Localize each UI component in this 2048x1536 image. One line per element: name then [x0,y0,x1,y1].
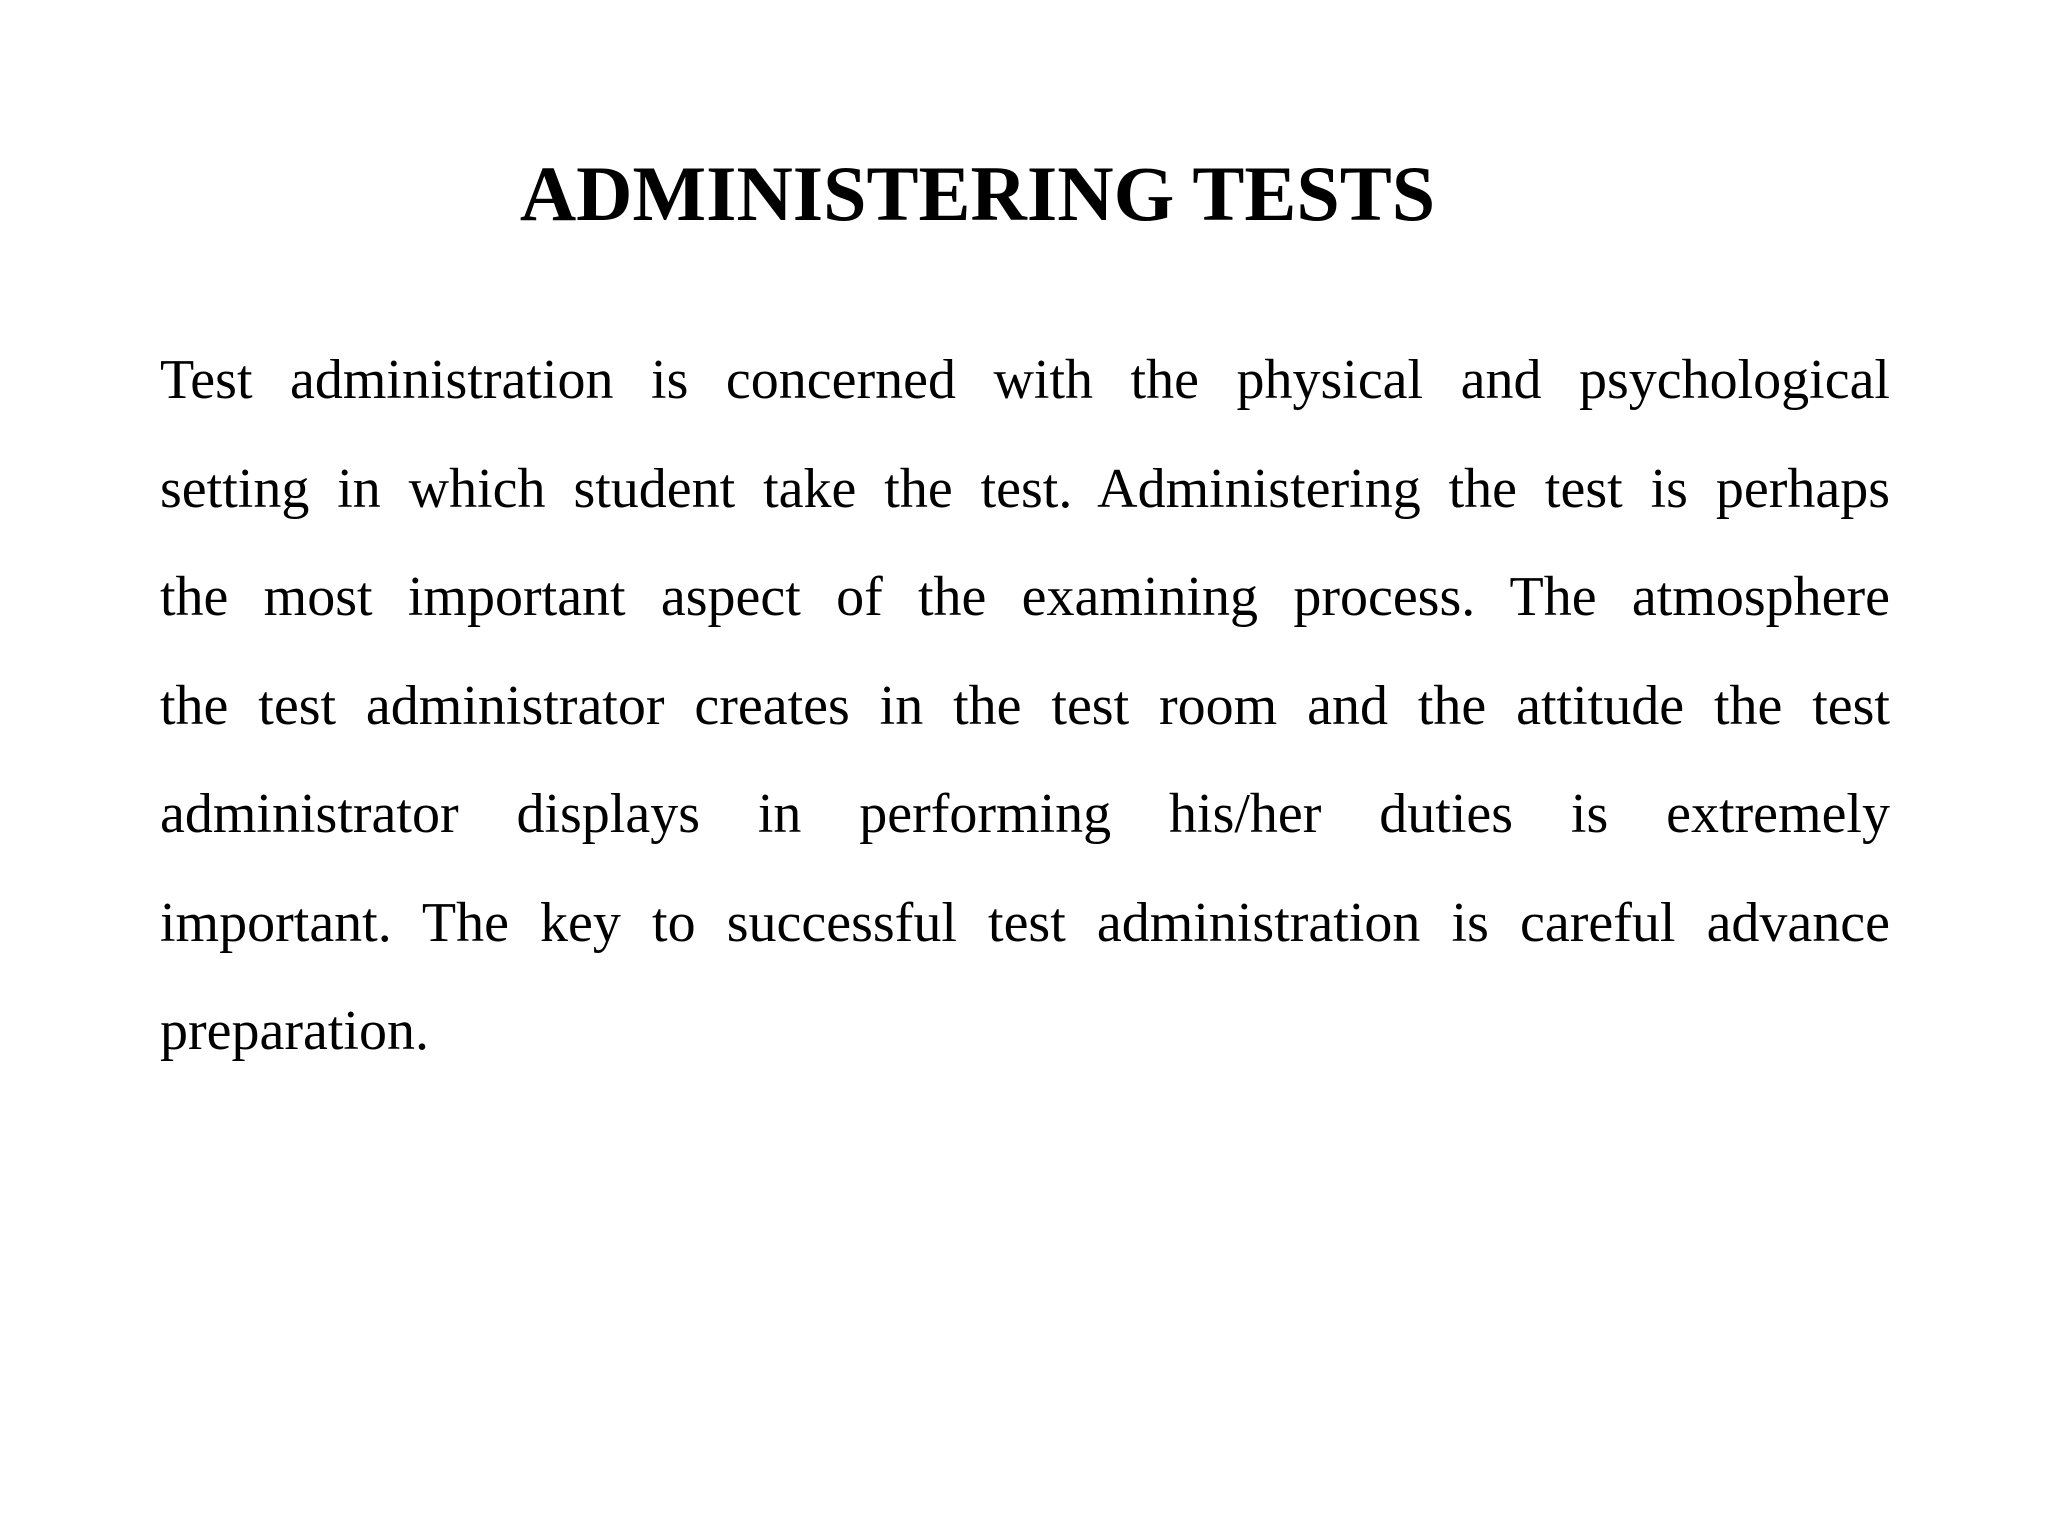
body-line: preparation. [160,1000,429,1062]
body-line: Test administration is concerned with the physical and psychological [160,349,1890,411]
body-line: the test administrator creates in the test room and the attitude the test [160,674,1890,737]
body-paragraph [160,326,1890,1086]
slide-title: ADMINISTERING TESTS [519,150,1436,237]
body-line: administrator displays in performing his/her duties is extremely [160,783,1890,845]
body-line: important. The key to successful test administration is careful advance [160,891,1890,954]
body-line: setting in which student take the test. Administering the test is perhaps [160,457,1890,520]
body-line: the most important aspect of the examining process. The atmosphere [160,566,1890,628]
